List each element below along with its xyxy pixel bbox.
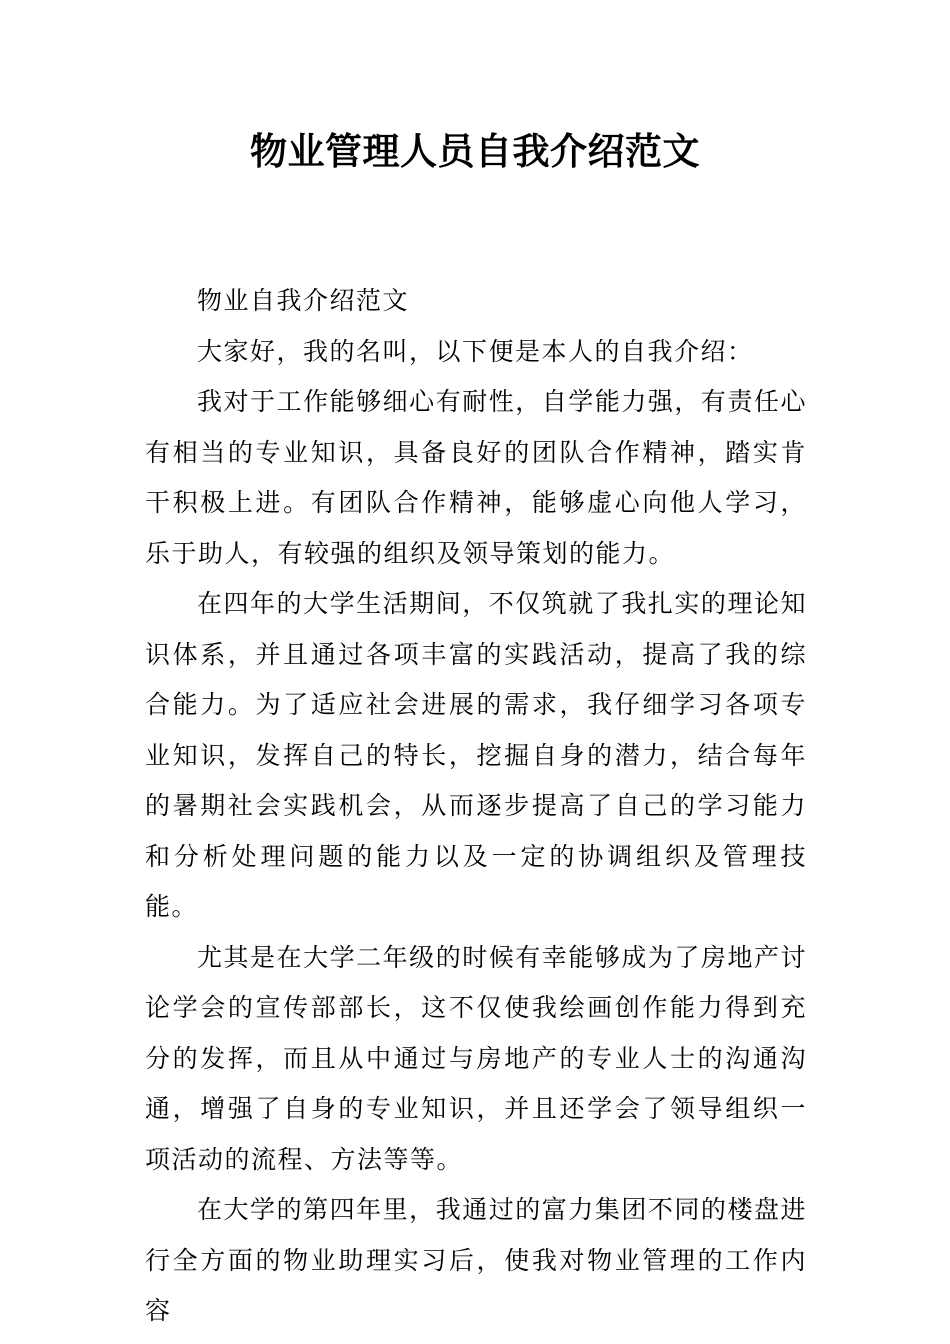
paragraph-greeting: 大家好，我的名叫，以下便是本人的自我介绍：	[197, 336, 754, 366]
paragraph-student-union: 尤其是在大学二年级的时候有幸能够成为了房地产讨论学会的宣传部部长，这不仅使我绘画创作能力得到充分的发挥，而且从中通过与房地产的专业人士的沟通沟通，增强了自身的专业知识，并且还学会了领导组织一项活动的流程、方法等等。	[145, 942, 807, 1174]
paragraph-heading: 物业自我介绍范文	[197, 286, 410, 315]
paragraph-internship: 在大学的第四年里，我通过的富力集团不同的楼盘进行全方面的物业助理实习后，使我对物业管理的工作内容	[145, 1195, 807, 1325]
document-title: 物业管理人员自我介绍范文	[250, 130, 700, 173]
paragraph-university-life: 在四年的大学生活期间，不仅筑就了我扎实的理论知识体系，并且通过各项丰富的实践活动，提高了我的综合能力。为了适应社会进展的需求，我仔细学习各项专业知识，发挥自己的特长，挖掘自身的潜力，结合每年的暑期社会实践机会，从而逐步提高了自己的学习能力和分析处理问题的能力以及一定的协调组织及管理技能。	[145, 589, 807, 921]
paragraph-personality: 我对于工作能够细心有耐性，自学能力强，有责任心有相当的专业知识，具备良好的团队合作精神，踏实肯干积极上进。有团队合作精神，能够虚心向他人学习，乐于助人，有较强的组织及领导策划的能力。	[145, 387, 807, 568]
document-body	[145, 276, 807, 1337]
